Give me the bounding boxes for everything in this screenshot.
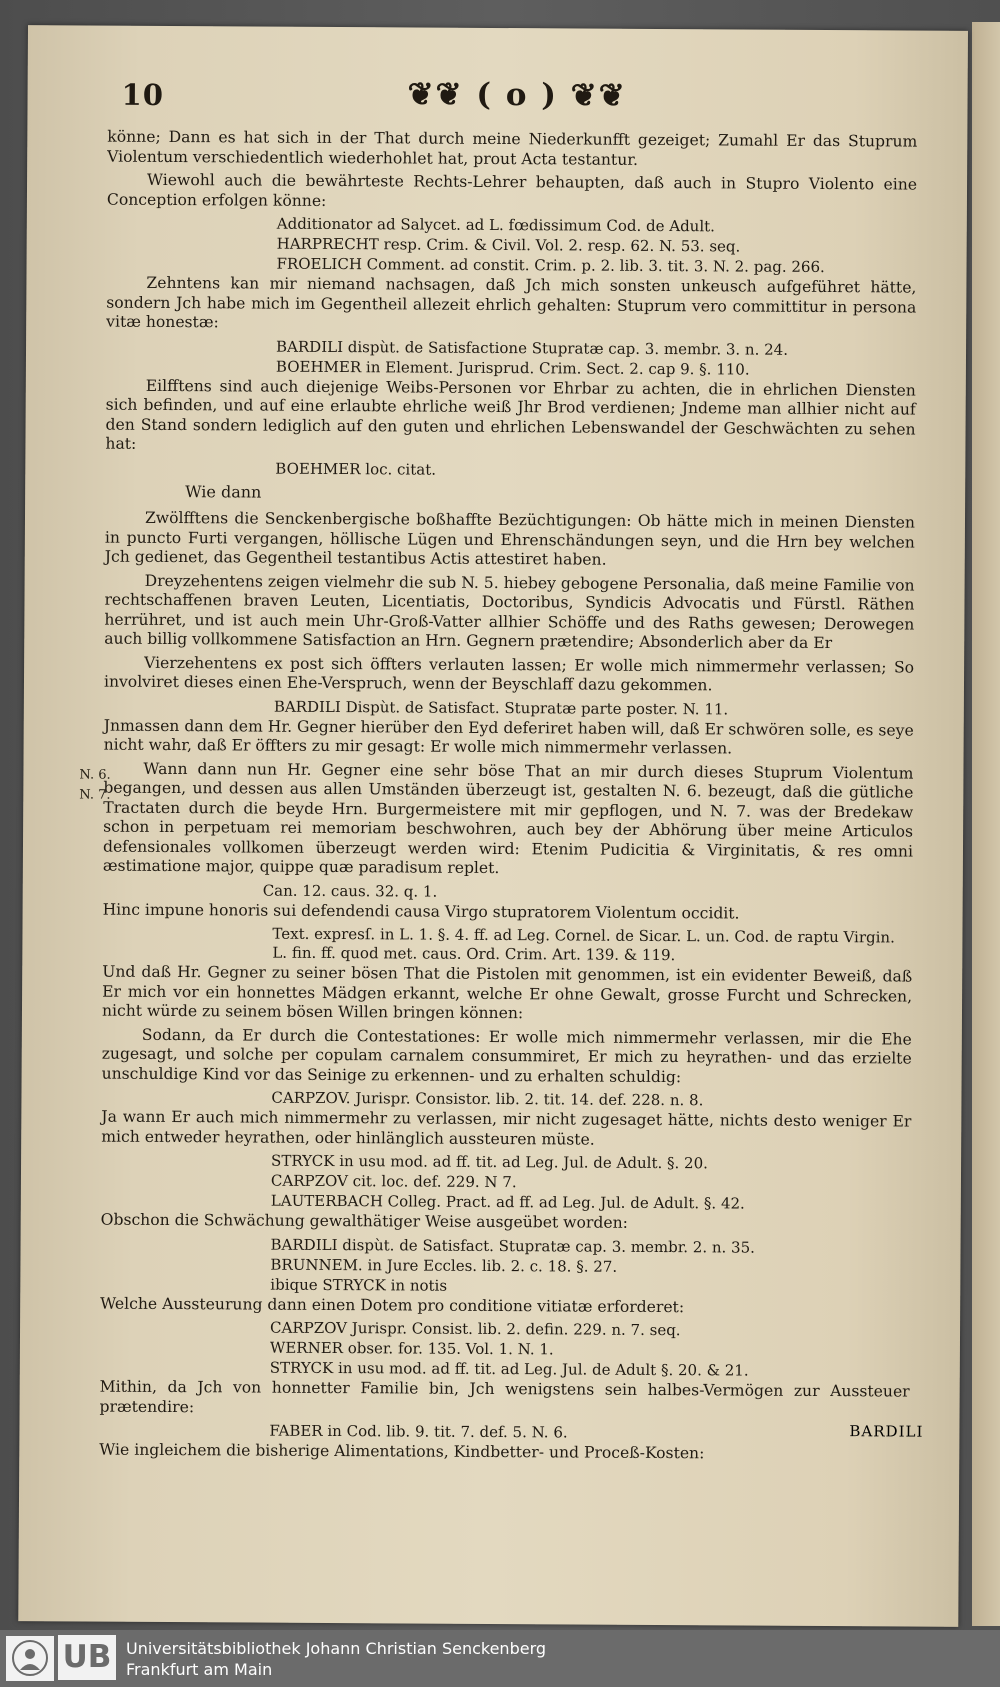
library-city: Frankfurt am Main [126, 1660, 273, 1679]
paragraph: Wie ingleichem die bisherige Alimentations, Kindbetter- und Proceß-Kosten: [99, 1440, 705, 1463]
paragraph: Mithin, da Jch von honnetter Familie bin, Jch wenigstens sein halbes-Vermögen zur Aussteuer prætendire: [99, 1377, 910, 1416]
citation: LAUTERBACH Colleg. Pract. ad ff. ad Leg. Jul. de Adult. §. 42. [270, 1191, 745, 1213]
citation: BARDILI Dispùt. de Satisfact. Stupratæ parte poster. N. 11. [273, 697, 729, 718]
paragraph: Wiewohl auch die bewährteste Rechts-Lehrer behaupten, daß auch in Stupro Violento eine Conception erfolgen könne: [106, 170, 918, 210]
citation: CARPZOV Jurispr. Consist. lib. 2. defin. 229. n. 7. seq. [270, 1318, 681, 1340]
paragraph: Obschon die Schwächung gewalthätiger Weise ausgeübet worden: [100, 1210, 628, 1232]
page-number: 10 [121, 77, 165, 112]
paragraph: Vierzehentens ex post sich öffters verlauten lassen; Er wolle mich nimmermehr verlassen; So involviret dieses einen Ehe-Verspruch, wenn der Beyschlaff dazu gekommen. [103, 653, 915, 695]
paragraph: Zwölfftens die Senckenbergische boßhaffte Bezüchtigungen: Ob hätte mich in meinen Diensten in puncto Furti vergangen, höllische Lügen und Ehrenschändungen seyn, und die Hrn bey welchen Jch gedienet, das Gegentheil testantibus Actis attestiret haben. [104, 508, 916, 569]
citation: WERNER obser. for. 135. Vol. 1. N. 1. [269, 1338, 554, 1359]
library-logo: UB [58, 1635, 116, 1680]
citation: BARDILI dispùt. de Satisfact. Stupratæ cap. 3. membr. 2. n. 35. [270, 1235, 756, 1257]
document-page [18, 25, 968, 1627]
paragraph: Hinc impune honoris sui defendendi causa Virgo stupratorem Violentum occidit. [102, 900, 740, 922]
catchword: BARDILI [849, 1422, 924, 1441]
citation: BARDILI dispùt. de Satisfactione Stupratæ cap. 3. membr. 3. n. 24. [275, 337, 789, 359]
paragraph: Welche Aussteurung dann einen Dotem pro conditione vitiatæ erforderet: [100, 1294, 685, 1316]
citation: FROELICH Comment. ad constit. Crim. p. 2. lib. 3. tit. 3. N. 2. pag. 266. [276, 254, 825, 277]
citation: Can. 12. caus. 32. q. 1. [262, 881, 438, 901]
paragraph: Sodann, da Er durch die Contestationes: Er wolle mich nimmermehr verlassen, mir die Ehe zugesagt, und solche per copulam carnalem consummiret, Er mich zu heyrathen- und das erzielte unschuldige Kind vor das Seinige zu erkennen- und zu erhalten schuldig: [101, 1025, 912, 1086]
paragraph: Jnmassen dann dem Hr. Gegner hierüber den Eyd deferiret haben will, daß Er schwören solle, es seye nicht wahr, daß Er öffters zu mir gesagt: Er wolle mich nimmermehr verlassen. [103, 716, 914, 758]
citation: BOEHMER in Element. Jurisprud. Crim. Sect. 2. cap 9. §. 110. [275, 357, 750, 379]
paragraph: könne; Dann es hat sich in der That durch meine Niederkunfft gezeiget; Zumahl Er das Stuprum Violentum verschiedentlich wiederhohlet hat, prout Acta testantur. [107, 127, 918, 169]
paragraph: Und daß Hr. Gegner zu seiner bösen That die Pistolen mit genommen, ist ein evidenter Beweiß, daß Er mich vor ein honnettes Mädgen erkannt, welche Er ohne Gewalt, grosse Furcht und Schrecken, nicht würde zu seinem bösen Willen bringen können: [101, 962, 913, 1023]
page-content [99, 76, 918, 1469]
citation: STRYCK in usu mod. ad ff. tit. ad Leg. Jul. de Adult. §. 20. [271, 1151, 708, 1173]
text-body [99, 128, 917, 1465]
citation: Text. expresſ. in L. 1. §. 4. ff. ad Leg. Cornel. de Sicar. L. un. Cod. de raptu Virgin. L. fin. ff. quod met. caus. Ord. Crim. Art. 139. & 119. [272, 924, 895, 965]
paragraph: Dreyzehentens zeigen vielmehr die sub N. 5. hiebey gebogene Personalia, daß meine Familie von rechtschaffenen braven Leuten, Licentiatis, Doctoribus, Syndicis Advocatis und Fürstl. Räthen herrühret, und ist auch mein Uhr-Groß-Vatter allhier Schöffe und des Raths gewesen; Derowegen auch billig vollkommene Satisfaction an Hrn. Gegnern prætendire; Absonderlich aber da Er [104, 571, 915, 653]
paragraph: Ja wann Er auch mich nimmermehr zu verlassen, mir nicht zugesaget hätte, nichts desto weniger Er mich entweder heyrathen, oder hinlänglich aussteuren müste. [101, 1107, 912, 1149]
facing-page-edge [972, 22, 1000, 1626]
margin-note-n6: N. 6. [79, 767, 111, 783]
paragraph: Zehntens kan mir niemand nachsagen, daß Jch mich sonsten unkeusch aufgeführet hätte, sondern Jch habe mich im Gegentheil allezeit ehrlich gehalten: Stuprum vero committitur in persona vitæ honestæ: [106, 273, 917, 332]
citation: CARPZOV cit. loc. def. 229. N 7. [270, 1171, 517, 1192]
library-name: Universitätsbibliothek Johann Christian Senckenberg [126, 1639, 547, 1658]
margin-note-n7: N. 7. [79, 787, 111, 803]
citation: HARPRECHT resp. Crim. & Civil. Vol. 2. resp. 62. N. 53. seq. [276, 234, 741, 256]
page-header [107, 76, 917, 127]
transition-line: Wie dann [185, 481, 262, 502]
paragraph: Wann dann nun Hr. Gegner eine sehr böse That an mir durch dieses Stuprum Violentum begangen, und dessen aus allen Umständen überzeugt ist, gestalten N. 6. bezeugt, daß die gütliche Tractaten durch die beyde Hrn. Burgermeistere mit mir gepflogen, und N. 7. was der Bredekaw schon in perpetuam rei memoriam beschwohren, auch bey der Abhörung über meine Articulos defensionales vollkomen überzeugt werden wird: Etenim Pudicitia & Virginitatis, & res omni æstimatione major, quippe quæ paradisum replet. [102, 759, 914, 878]
library-seal-icon [6, 1636, 54, 1681]
library-footer [0, 1630, 1000, 1687]
citation: ibique STRYCK in notis [270, 1275, 448, 1295]
running-head: ❦❦ ( o ) ❦❦ [407, 76, 627, 114]
citation: FABER in Cod. lib. 9. tit. 7. def. 5. N. 6. [269, 1421, 568, 1442]
citation: Additionator ad Salycet. ad L. fœdissimum Cod. de Adult. [276, 214, 716, 236]
paragraph: Eilfftens sind auch diejenige Weibs-Personen vor Ehrbar zu achten, die in ehrlichen Diensten sich befinden, und auf eine erlaubte ehrliche weiß Jhr Brod verdienen; Jndeme man allhier nicht auf den Stand sondern lediglich auf den guten und ehrlichen Lebenswandel der Geschwächten zu sehen hat: [105, 376, 916, 453]
citation: CARPZOV. Jurispr. Consistor. lib. 2. tit. 14. def. 228. n. 8. [271, 1088, 704, 1110]
citation: BRUNNEM. in Jure Eccles. lib. 2. c. 18. §. 27. [270, 1255, 618, 1276]
citation: STRYCK in usu mod. ad ff. tit. ad Leg. Jul. de Adult §. 20. & 21. [269, 1358, 749, 1380]
citation: BOEHMER loc. citat. [275, 459, 437, 479]
